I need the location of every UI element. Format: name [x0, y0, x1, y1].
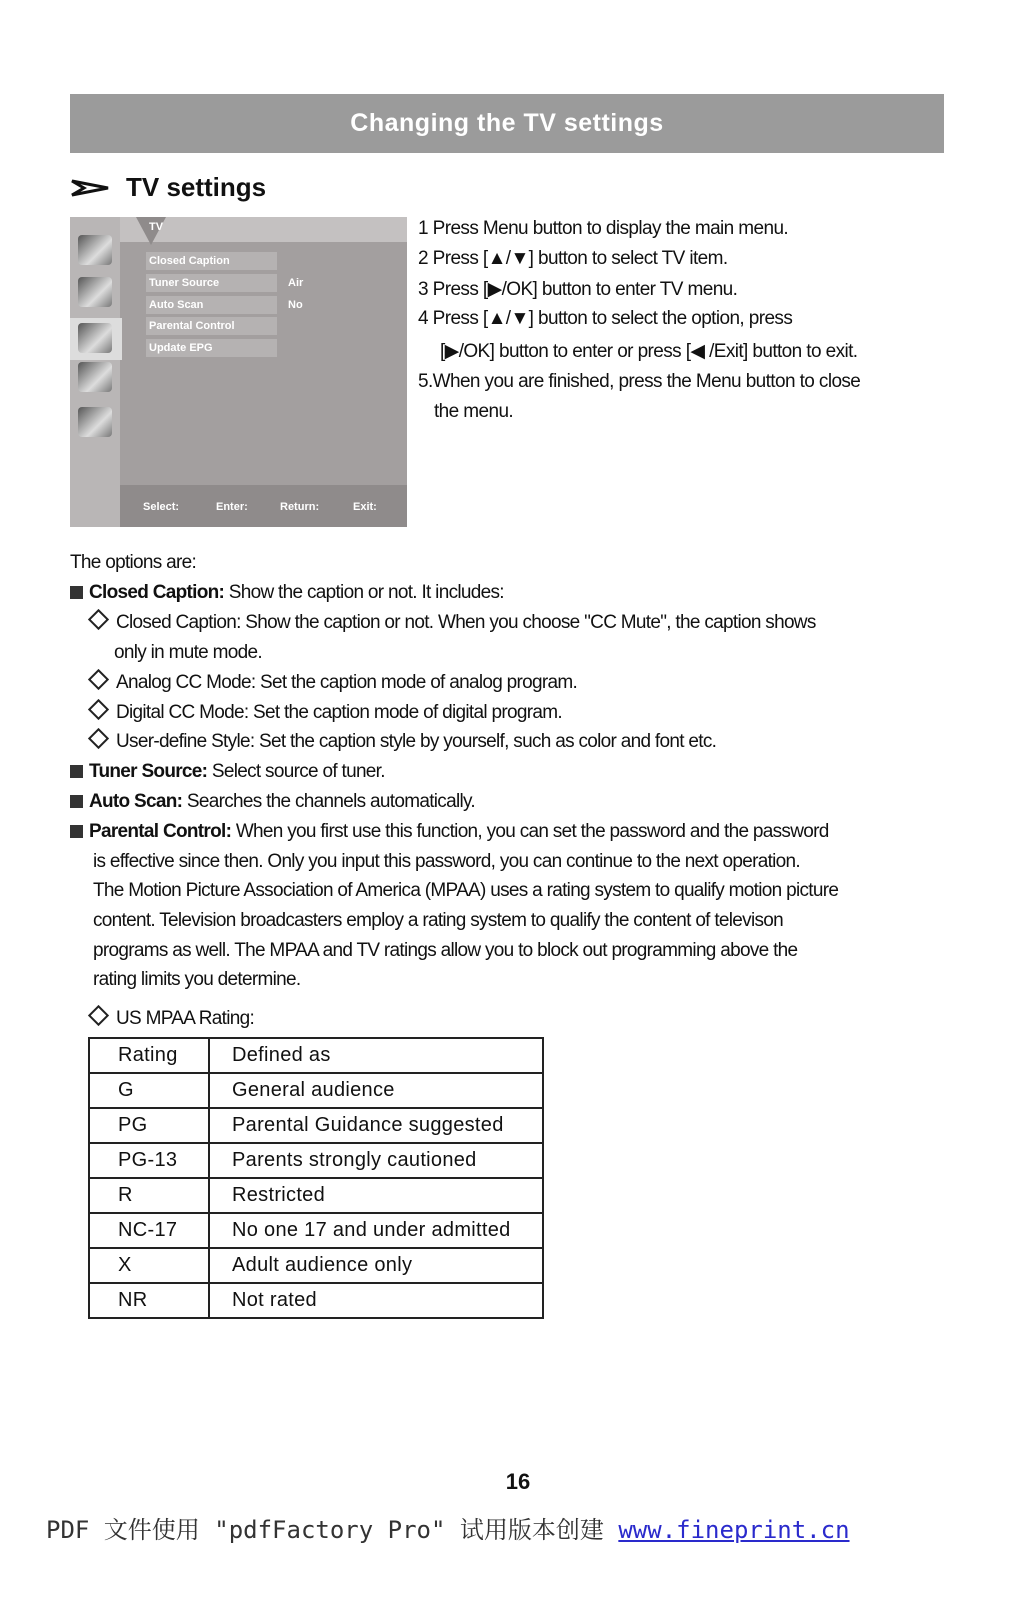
step-2: 2 Press [▲/▼] button to select TV item.	[418, 248, 728, 269]
section-title: TV settings	[126, 172, 267, 202]
mpaa-rating-table	[88, 1037, 544, 1319]
menu-item-auto-scan[interactable]: Auto Scan	[146, 296, 277, 314]
footer-link[interactable]: www.fineprint.cn	[618, 1516, 850, 1544]
table-row	[89, 1213, 543, 1248]
mpaa-heading	[88, 1008, 254, 1030]
sub-text: US MPAA Rating:	[116, 1008, 255, 1029]
step-3: 3 Press [▶/OK] button to enter TV menu.	[418, 279, 738, 300]
table-row	[89, 1073, 543, 1108]
hint-return: Return:	[280, 501, 320, 513]
step-4: 4 Press [▲/▼] button to select the option, press	[418, 308, 793, 329]
pc-line: rating limits you determine.	[93, 969, 301, 990]
cc-sub-1	[88, 612, 816, 634]
rating-cell: X	[89, 1248, 209, 1283]
diamond-bullet-icon	[88, 728, 109, 749]
step-5-cont: the menu.	[434, 401, 514, 422]
cc-sub-2	[88, 672, 577, 694]
rating-cell: NR	[89, 1283, 209, 1318]
rating-cell: PG	[89, 1108, 209, 1143]
definition-cell: Adult audience only	[209, 1248, 543, 1283]
option-text: Searches the channels automatically.	[182, 791, 475, 812]
rating-cell: PG-13	[89, 1143, 209, 1178]
cc-sub-1-cont: only in mute mode.	[114, 642, 262, 663]
header-cell: Rating	[89, 1038, 209, 1073]
cc-sub-4	[88, 731, 716, 753]
pdf-footer	[46, 1510, 850, 1545]
options-intro: The options are:	[70, 552, 197, 573]
bullet-square-icon	[70, 765, 83, 778]
definition-cell: General audience	[209, 1073, 543, 1108]
table-header-row	[89, 1038, 543, 1073]
definition-cell: Parental Guidance suggested	[209, 1108, 543, 1143]
definition-cell: No one 17 and under admitted	[209, 1213, 543, 1248]
sub-text: User-define Style: Set the caption style by yourself, such as color and font etc.	[116, 731, 717, 752]
diamond-bullet-icon	[88, 1005, 109, 1026]
rating-cell: G	[89, 1073, 209, 1108]
step-4-cont: [▶/OK] button to enter or press [◀ /Exit] button to exit.	[440, 341, 858, 362]
picture-icon	[78, 235, 112, 265]
closed-caption-option	[70, 582, 504, 604]
option-text: When you first use this function, you can set the password and the password	[231, 821, 829, 842]
tv-tab-label: TV	[149, 221, 164, 233]
parental-control-option	[70, 821, 829, 843]
menu-hint-bar	[120, 485, 407, 527]
pc-line: content. Television broadcasters employ a rating system to qualify the content of televison	[93, 910, 784, 931]
definition-cell: Parents strongly cautioned	[209, 1143, 543, 1178]
settings-icon	[78, 407, 112, 437]
hint-enter: Enter:	[216, 501, 248, 513]
diamond-bullet-icon	[88, 609, 109, 630]
menu-sidebar	[70, 217, 120, 527]
auto-scan-option	[70, 791, 475, 813]
arrow-icon	[70, 177, 110, 199]
table-row	[89, 1143, 543, 1178]
pc-line: programs as well. The MPAA and TV ratings allow you to block out programming above the	[93, 940, 798, 961]
bullet-square-icon	[70, 795, 83, 808]
hint-select: Select:	[143, 501, 180, 513]
definition-cell: Not rated	[209, 1283, 543, 1318]
sub-text: Closed Caption: Show the caption or not. When you choose "CC Mute", the caption shows	[116, 612, 816, 633]
footer-text: PDF 文件使用 "pdfFactory Pro" 试用版本创建	[46, 1516, 619, 1544]
menu-item-parental-control[interactable]: Parental Control	[146, 317, 277, 335]
definition-cell: Restricted	[209, 1178, 543, 1213]
hint-exit: Exit:	[353, 501, 377, 513]
table-row	[89, 1108, 543, 1143]
sound-icon	[78, 277, 112, 307]
page-number: 16	[505, 1469, 531, 1494]
table-row	[89, 1248, 543, 1283]
step-5: 5.When you are finished, press the Menu button to close	[418, 371, 861, 392]
auto-scan-value: No	[288, 299, 303, 311]
menu-item-tuner-source[interactable]: Tuner Source	[146, 274, 277, 292]
page-header: Changing the TV settings	[70, 94, 944, 153]
option-text: Show the caption or not. It includes:	[224, 582, 504, 603]
table-row	[89, 1178, 543, 1213]
option-title: Auto Scan:	[89, 791, 183, 812]
diamond-bullet-icon	[88, 699, 109, 720]
option-title: Parental Control:	[89, 821, 232, 842]
bullet-square-icon	[70, 825, 83, 838]
menu-item-update-epg[interactable]: Update EPG	[146, 339, 277, 357]
pc-line: The Motion Picture Association of America (MPAA) uses a rating system to qualify motion picture	[93, 880, 839, 901]
pc-line: is effective since then. Only you input this password, you can continue to the next operation.	[93, 851, 800, 872]
step-1: 1 Press Menu button to display the main menu.	[418, 218, 789, 239]
menu-item-closed-caption[interactable]: Closed Caption	[146, 252, 277, 270]
option-title: Tuner Source:	[89, 761, 208, 782]
option-text: Select source of tuner.	[207, 761, 385, 782]
section-heading	[70, 172, 266, 203]
table-row	[89, 1283, 543, 1318]
rating-cell: NC-17	[89, 1213, 209, 1248]
sub-text: Analog CC Mode: Set the caption mode of analog program.	[116, 672, 578, 693]
rating-cell: R	[89, 1178, 209, 1213]
sub-text: Digital CC Mode: Set the caption mode of digital program.	[116, 702, 562, 723]
tuner-source-value: Air	[288, 277, 304, 289]
tv-icon	[78, 323, 112, 353]
diamond-bullet-icon	[88, 669, 109, 690]
tuner-source-option	[70, 761, 385, 783]
tv-menu-screenshot	[70, 217, 407, 527]
header-cell: Defined as	[209, 1038, 543, 1073]
cable-icon	[78, 362, 112, 392]
option-title: Closed Caption:	[89, 582, 225, 603]
bullet-square-icon	[70, 586, 83, 599]
cc-sub-3	[88, 702, 562, 724]
